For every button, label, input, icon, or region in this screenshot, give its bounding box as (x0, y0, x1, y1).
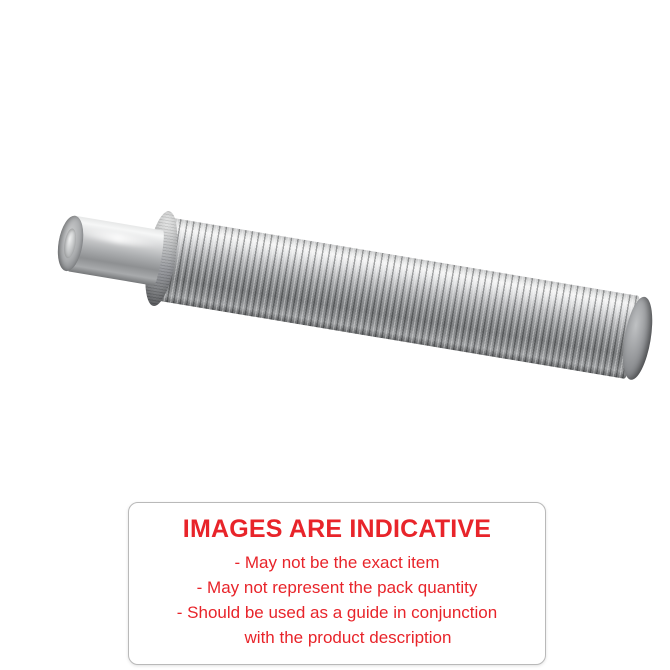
timing-pulley-illustration (29, 169, 644, 406)
pulley-teeth-highlights (150, 216, 643, 379)
notice-title: IMAGES ARE INDICATIVE (182, 515, 492, 543)
indicative-images-notice (128, 502, 546, 665)
notice-line-2: - May not represent the pack quantity (196, 578, 478, 597)
pulley-toothed-barrel (150, 216, 643, 379)
notice-line-4: with the product description (244, 628, 452, 647)
notice-line-3: - Should be used as a guide in conjunction (176, 603, 498, 622)
notice-line-1: - May not be the exact item (234, 553, 440, 572)
